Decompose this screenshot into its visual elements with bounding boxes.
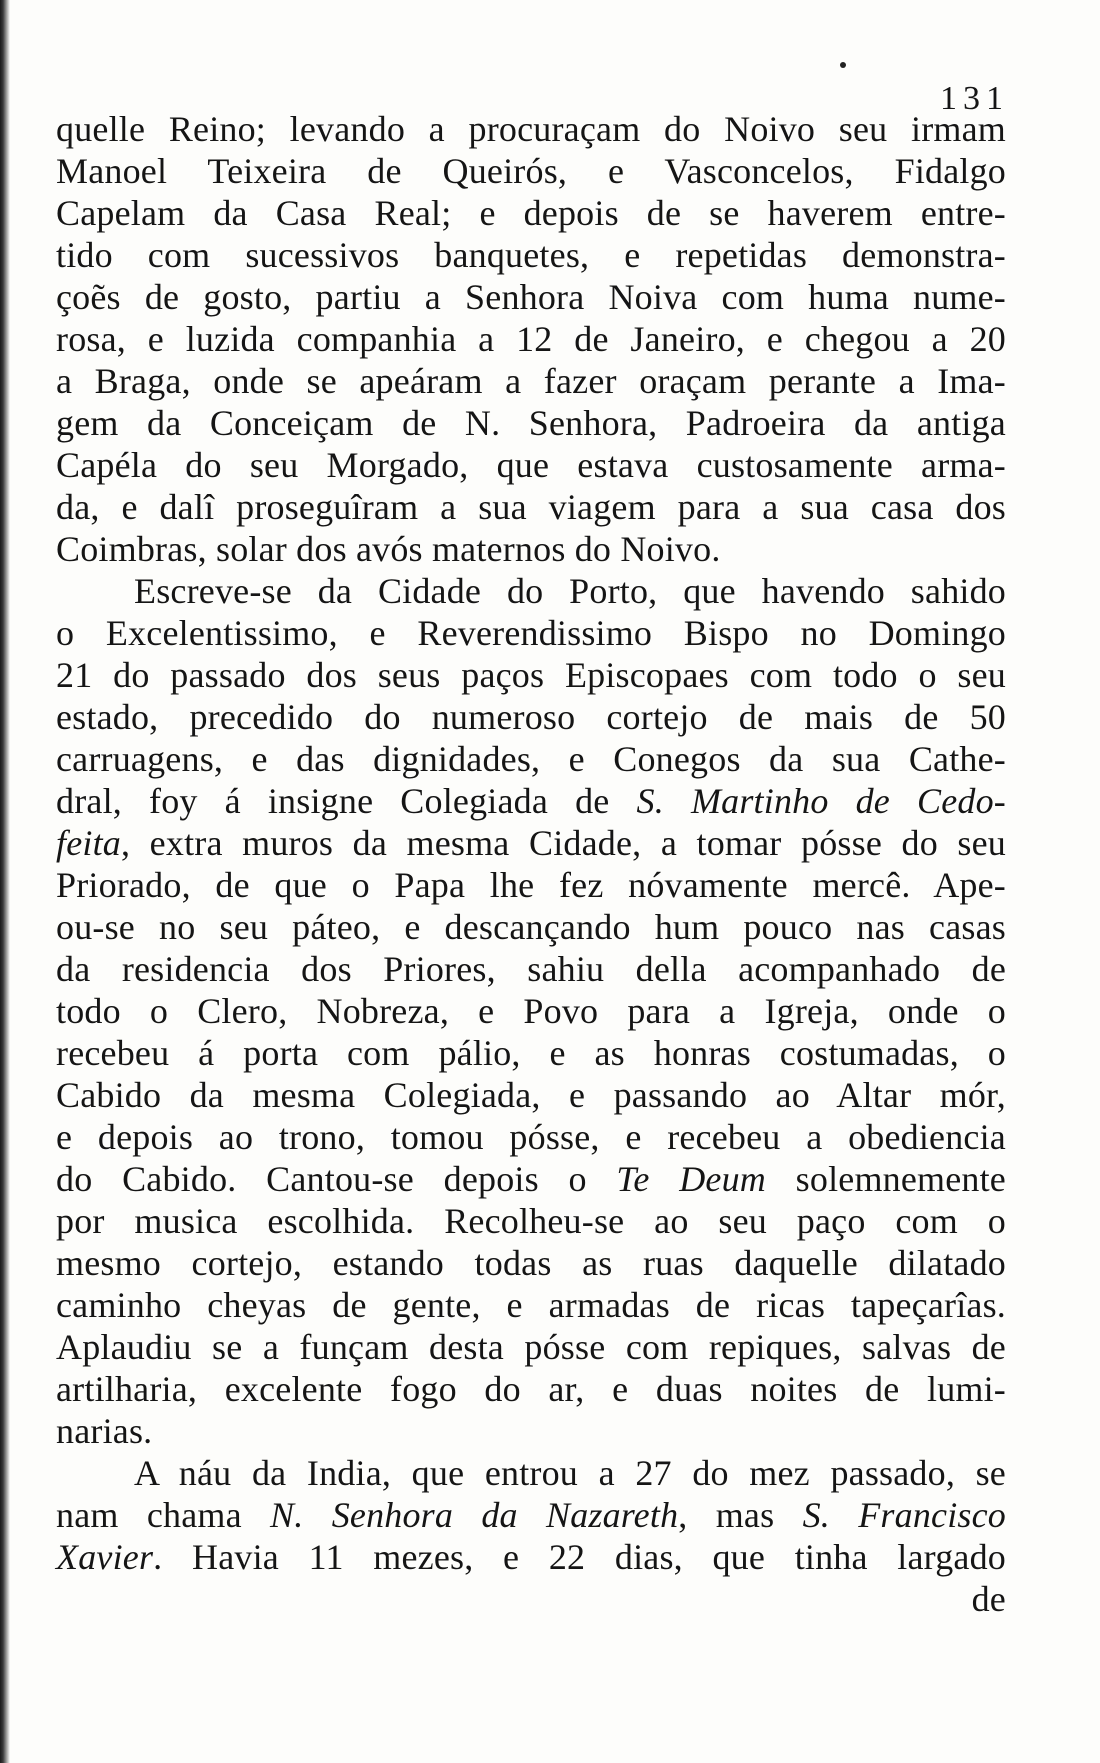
text-line: gem da Conceiçam de N. Senhora, Padroeira da antiga [56,403,1006,443]
catchword: de [971,1579,1006,1619]
text-line: quelle Reino; levando a procuraçam do Noivo seu irmam [56,109,1006,149]
text-line: Manoel Teixeira de Queirós, e Vasconcelos, Fidalgo [56,151,1006,191]
text-line: mesmo cortejo, estando todas as ruas daquelle dilatado [56,1243,1006,1283]
italic-phrase: Xavier [56,1537,154,1577]
text-line: Capéla do seu Morgado, que estava custosamente arma- [56,445,1006,485]
text-line: estado, precedido do numeroso cortejo de mais de 50 [56,697,1006,737]
text-line: Escreve-se da Cidade do Porto, que havendo sahido [134,571,1006,611]
italic-phrase: S. Francisco [802,1495,1006,1535]
text-line: a Braga, onde se apeáram a fazer oraçam perante a Ima- [56,361,1006,401]
text-line: tido com sucessivos banquetes, e repetidas demonstra- [56,235,1006,275]
text-line: e depois ao trono, tomou pósse, e recebeu a obediencia [56,1117,1006,1157]
italic-phrase: N. Senhora da Nazareth [270,1495,679,1535]
text-line: Capelam da Casa Real; e depois de se haverem entre- [56,193,1006,233]
text-line: Priorado, de que o Papa lhe fez nóvamente mercê. Ape- [56,865,1006,905]
text-line: recebeu á porta com pálio, e as honras costumadas, o [56,1033,1006,1073]
text-line: Coimbras, solar dos avós maternos do Noivo. [56,529,721,569]
text-line: ou-se no seu páteo, e descançando hum pouco nas casas [56,907,1006,947]
text-line: dral, foy á insigne Colegiada de S. Martinho de Cedo- [56,781,1006,821]
text-line: nam chama N. Senhora da Nazareth, mas S. Francisco [56,1495,1006,1535]
ink-speck [840,62,846,68]
text-line: Cabido da mesma Colegiada, e passando ao Altar mór, [56,1075,1006,1115]
text-line: do Cabido. Cantou-se depois o Te Deum solemnemente [56,1159,1006,1199]
text-line: narias. [56,1411,153,1451]
text-line: feita, extra muros da mesma Cidade, a tomar pósse do seu [56,823,1006,863]
text-line: Aplaudiu se a funçam desta pósse com repiques, salvas de [56,1327,1006,1367]
text-line: carruagens, e das dignidades, e Conegos da sua Cathe- [56,739,1006,779]
text-line: o Excelentissimo, e Reverendissimo Bispo no Domingo [56,613,1006,653]
text-line: por musica escolhida. Recolheu-se ao seu paço com o [56,1201,1006,1241]
text-line: da residencia dos Priores, sahiu della acompanhado de [56,949,1006,989]
text-line: A náu da India, que entrou a 27 do mez passado, se [134,1453,1006,1493]
page-left-edge-shadow [0,0,10,1763]
italic-phrase: Te Deum [616,1159,766,1199]
page-number: 131 [940,80,1009,117]
text-line: Xavier. Havia 11 mezes, e 22 dias, que tinha largado [56,1537,1006,1577]
text-line: çoẽs de gosto, partiu a Senhora Noiva com huma nume- [56,277,1006,317]
italic-phrase: S. Martinho de Cedo- [636,781,1006,821]
body-text [56,108,1006,1620]
text-line: todo o Clero, Nobreza, e Povo para a Igreja, onde o [56,991,1006,1031]
text-line: caminho cheyas de gente, e armadas de ricas tapeçarîas. [56,1285,1006,1325]
text-line: rosa, e luzida companhia a 12 de Janeiro, e chegou a 20 [56,319,1006,359]
italic-phrase: feita [56,823,121,863]
text-line: da, e dalî proseguîram a sua viagem para a sua casa dos [56,487,1006,527]
text-line: 21 do passado dos seus paços Episcopaes com todo o seu [56,655,1006,695]
text-line: artilharia, excelente fogo do ar, e duas noites de lumi- [56,1369,1006,1409]
